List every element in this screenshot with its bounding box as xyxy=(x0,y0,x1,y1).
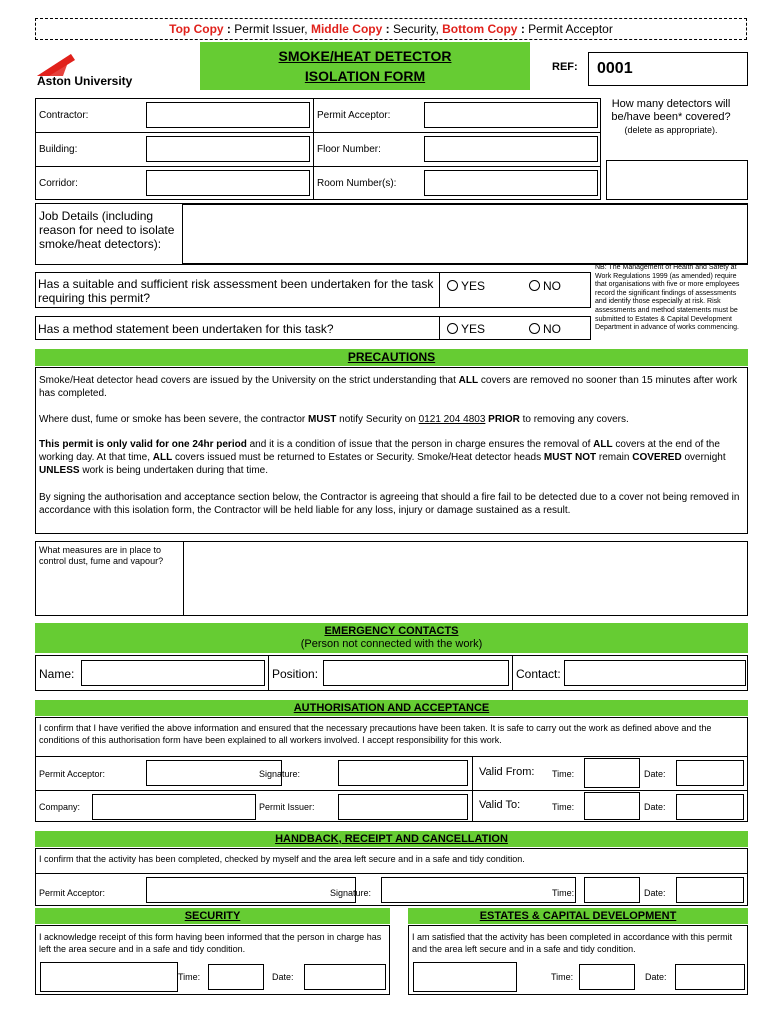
security-time-label: Time: xyxy=(178,972,201,982)
ec-position-label: Position: xyxy=(272,667,319,681)
text: Where dust, fume or smoke has been severe, the contractor xyxy=(39,414,309,425)
hb-permit-acceptor-label: Permit Acceptor: xyxy=(39,888,106,898)
hb-date-label: Date: xyxy=(644,888,666,898)
security-banner xyxy=(35,908,390,924)
risk-no-label: NO xyxy=(543,279,561,293)
top-copy-label: Top Copy xyxy=(169,22,224,36)
ec-contact-label: Contact: xyxy=(516,667,561,681)
security-body xyxy=(35,925,390,995)
job-details-field[interactable] xyxy=(182,204,748,264)
row-divider xyxy=(36,873,747,874)
copy-sep: : xyxy=(520,22,525,36)
hb-time-label: Time: xyxy=(552,888,575,898)
text-bold: ALL xyxy=(593,439,613,450)
authorisation-body xyxy=(35,717,748,822)
auth-permit-acceptor-label: Permit Acceptor: xyxy=(39,769,106,779)
precautions-p4: By signing the authorisation and acceptance section below, the Contractor is agreeing that should a fire fail to be detected due to a cover not being removed in accordance with this isolation form, the Contractor will be held liable for any loss, injury or damage sustained as a result. xyxy=(39,492,740,516)
risk-yes-option[interactable] xyxy=(447,279,485,293)
middle-copy-dest: Security, xyxy=(393,22,439,36)
ref-value: 0001 xyxy=(597,60,633,77)
method-question-text: Has a method statement been undertaken for this task? xyxy=(38,322,334,336)
floor-number-field[interactable] xyxy=(424,136,598,162)
valid-from-date-field[interactable] xyxy=(676,760,744,786)
valid-to-time-field[interactable] xyxy=(584,792,640,820)
logo-text: Aston University xyxy=(37,74,133,88)
precautions-p3 xyxy=(39,438,744,477)
auth-signature-label: Signature: xyxy=(259,769,301,779)
text: to removing any covers. xyxy=(519,414,629,425)
detector-count-field[interactable] xyxy=(606,160,748,200)
ec-name-field[interactable] xyxy=(81,660,265,686)
detectors-question: How many detectors will be/have been* covered? xyxy=(611,98,731,123)
text: overnight xyxy=(681,452,726,463)
text: Smoke/Heat detector head covers are issued by the University on the strict understanding that xyxy=(39,375,459,386)
handback-heading: HANDBACK, RECEIPT AND CANCELLATION xyxy=(275,833,508,845)
text: covers are removed no sooner than 15 minutes after work has completed. xyxy=(39,375,738,399)
company-field[interactable] xyxy=(92,794,256,820)
measures-field[interactable] xyxy=(183,541,748,616)
auth-date-label-2: Date: xyxy=(644,802,666,812)
ref-label: REF: xyxy=(552,61,578,73)
col-divider xyxy=(512,656,513,690)
row-divider xyxy=(35,166,601,167)
risk-question-text: Has a suitable and sufficient risk assessment been undertaken for the task requiring this permit? xyxy=(38,277,434,305)
company-label: Company: xyxy=(39,802,81,812)
hb-date-field[interactable] xyxy=(676,877,744,903)
nb-note: NB: The Management of Health and Safety at Work Regulations 1999 (as amended) require that organisations with five or more employees record the significant findings of assessments and identify those especially at risk. Risk assessments and method statements must be submitted to Estates & Capital Development Department in advance of works commencing. xyxy=(595,264,740,332)
authorisation-text: I confirm that I have verified the above information and ensured that the necessary precautions have been taken. It is safe to carry out the work as defined above and the conditions of this authorisation form have been explained to all workers involved. I accept responsibility for this work. xyxy=(39,723,712,745)
auth-signature-field[interactable] xyxy=(338,760,468,786)
bottom-copy-dest: Permit Acceptor xyxy=(528,22,613,36)
authorisation-banner xyxy=(35,700,748,716)
building-field[interactable] xyxy=(146,136,310,162)
estates-text: I am satisfied that the activity has been completed in accordance with this permit and the area left secure and in a safe and tidy condition. xyxy=(412,932,733,954)
security-time-field[interactable] xyxy=(208,964,264,990)
valid-from-label: Valid From: xyxy=(479,766,535,778)
detectors-question-block xyxy=(606,98,736,137)
building-label: Building: xyxy=(39,144,78,155)
valid-from-time-field[interactable] xyxy=(584,758,640,788)
handback-text: I confirm that the activity has been completed, checked by myself and the area left secure and in a safe and tidy condition. xyxy=(39,854,525,864)
col-divider xyxy=(313,98,314,200)
aston-logo xyxy=(35,52,145,92)
text-bold: ALL xyxy=(458,375,479,386)
text: remain xyxy=(596,452,633,463)
text: covers at the end of the working day. At that time, xyxy=(39,439,720,463)
room-numbers-label: Room Number(s): xyxy=(317,178,397,189)
form-title-line1: SMOKE/HEAT DETECTOR xyxy=(278,48,452,64)
ec-contact-field[interactable] xyxy=(564,660,746,686)
copy-distribution-bar xyxy=(35,18,747,40)
estates-date-field[interactable] xyxy=(675,964,745,990)
text: and it is a condition of issue that the person in charge ensures the removal of xyxy=(246,439,594,450)
text: work is being undertaken during that time. xyxy=(79,465,268,476)
auth-time-label-2: Time: xyxy=(552,802,575,812)
emergency-banner xyxy=(35,623,748,653)
job-details-section xyxy=(35,203,748,265)
text-bold: COVERED xyxy=(632,452,682,463)
emergency-sub: (Person not connected with the work) xyxy=(300,638,483,650)
text-bold: PRIOR xyxy=(488,414,520,425)
radio-icon xyxy=(529,280,540,291)
text: covers issued must be returned to Estates or Security. Smoke/Heat detector heads xyxy=(172,452,544,463)
estates-signature-field[interactable] xyxy=(413,962,517,992)
security-phone: 0121 204 4803 xyxy=(418,414,486,425)
valid-to-label: Valid To: xyxy=(479,799,521,811)
radio-icon xyxy=(447,323,458,334)
hb-signature-label: Signature: xyxy=(330,888,372,898)
estates-time-label: Time: xyxy=(551,972,574,982)
text-bold: UNLESS xyxy=(39,465,80,476)
ec-position-field[interactable] xyxy=(323,660,509,686)
bottom-copy-label: Bottom Copy xyxy=(442,22,518,36)
estates-body xyxy=(408,925,748,995)
copy-sep: : xyxy=(385,22,390,36)
corridor-label: Corridor: xyxy=(39,178,78,189)
security-heading: SECURITY xyxy=(184,910,241,922)
auth-date-label: Date: xyxy=(644,769,666,779)
ref-box xyxy=(588,52,748,86)
col-divider xyxy=(268,656,269,690)
text-bold: MUST NOT xyxy=(543,452,597,463)
permit-issuer-label: Permit Issuer: xyxy=(259,802,315,812)
precautions-heading: PRECAUTIONS xyxy=(347,350,436,364)
col-divider xyxy=(472,756,473,822)
measures-section xyxy=(35,541,748,616)
text-bold: This permit is only valid for one 24hr period xyxy=(39,439,247,450)
middle-copy-label: Middle Copy xyxy=(310,22,383,36)
radio-icon xyxy=(447,280,458,291)
row-divider xyxy=(36,756,747,757)
handback-body xyxy=(35,848,748,906)
permit-issuer-field[interactable] xyxy=(338,794,468,820)
method-no-option[interactable] xyxy=(529,322,561,336)
permit-acceptor-field[interactable] xyxy=(424,102,598,128)
precautions-p1 xyxy=(39,374,744,400)
security-signature-field[interactable] xyxy=(40,962,178,992)
method-yes-option[interactable] xyxy=(447,322,485,336)
radio-icon xyxy=(529,323,540,334)
precautions-body xyxy=(35,367,748,534)
risk-no-option[interactable] xyxy=(529,279,561,293)
text-bold: ALL xyxy=(152,452,173,463)
text: notify Security on xyxy=(336,414,419,425)
row-divider xyxy=(36,790,747,791)
permit-acceptor-label: Permit Acceptor: xyxy=(317,110,391,121)
hb-permit-acceptor-field[interactable] xyxy=(146,877,356,903)
job-details-label: Job Details (including reason for need to isolate smoke/heat detectors): xyxy=(39,209,175,251)
hb-time-field[interactable] xyxy=(584,877,640,903)
col-divider xyxy=(439,273,440,307)
security-date-field[interactable] xyxy=(304,964,386,990)
detectors-note: (delete as appropriate). xyxy=(624,125,718,135)
security-date-label: Date: xyxy=(272,972,294,982)
ec-name-label: Name: xyxy=(39,667,75,681)
method-question-row xyxy=(35,316,591,340)
col-divider xyxy=(439,317,440,339)
corridor-field[interactable] xyxy=(146,170,310,196)
handback-banner xyxy=(35,831,748,847)
method-no-label: NO xyxy=(543,322,561,336)
auth-time-label: Time: xyxy=(552,769,575,779)
copy-sep: : xyxy=(226,22,231,36)
security-text: I acknowledge receipt of this form having been informed that the person in charge has left the area secure and in a safe and tidy condition. xyxy=(39,932,382,954)
form-title-banner xyxy=(200,42,530,90)
risk-question-row xyxy=(35,272,591,308)
precautions-p2 xyxy=(39,413,744,426)
text-bold: MUST xyxy=(308,414,337,425)
hb-signature-field[interactable] xyxy=(381,877,576,903)
precautions-banner xyxy=(35,349,748,366)
valid-to-date-field[interactable] xyxy=(676,794,744,820)
contractor-label: Contractor: xyxy=(39,110,89,121)
risk-yes-label: YES xyxy=(461,279,486,293)
emergency-row xyxy=(35,655,748,691)
authorisation-heading: AUTHORISATION AND ACCEPTANCE xyxy=(293,702,490,714)
method-yes-label: YES xyxy=(461,322,486,336)
emergency-heading: EMERGENCY CONTACTS xyxy=(324,625,459,637)
estates-time-field[interactable] xyxy=(579,964,635,990)
floor-number-label: Floor Number: xyxy=(317,144,381,155)
contractor-field[interactable] xyxy=(146,102,310,128)
row-divider xyxy=(35,132,601,133)
form-title-line2: ISOLATION FORM xyxy=(304,68,426,84)
room-numbers-field[interactable] xyxy=(424,170,598,196)
estates-heading: ESTATES & CAPITAL DEVELOPMENT xyxy=(479,910,677,922)
top-copy-dest: Permit Issuer, xyxy=(234,22,308,36)
measures-label: What measures are in place to control dust, fume and vapour? xyxy=(39,545,164,566)
estates-date-label: Date: xyxy=(645,972,667,982)
estates-banner xyxy=(408,908,748,924)
